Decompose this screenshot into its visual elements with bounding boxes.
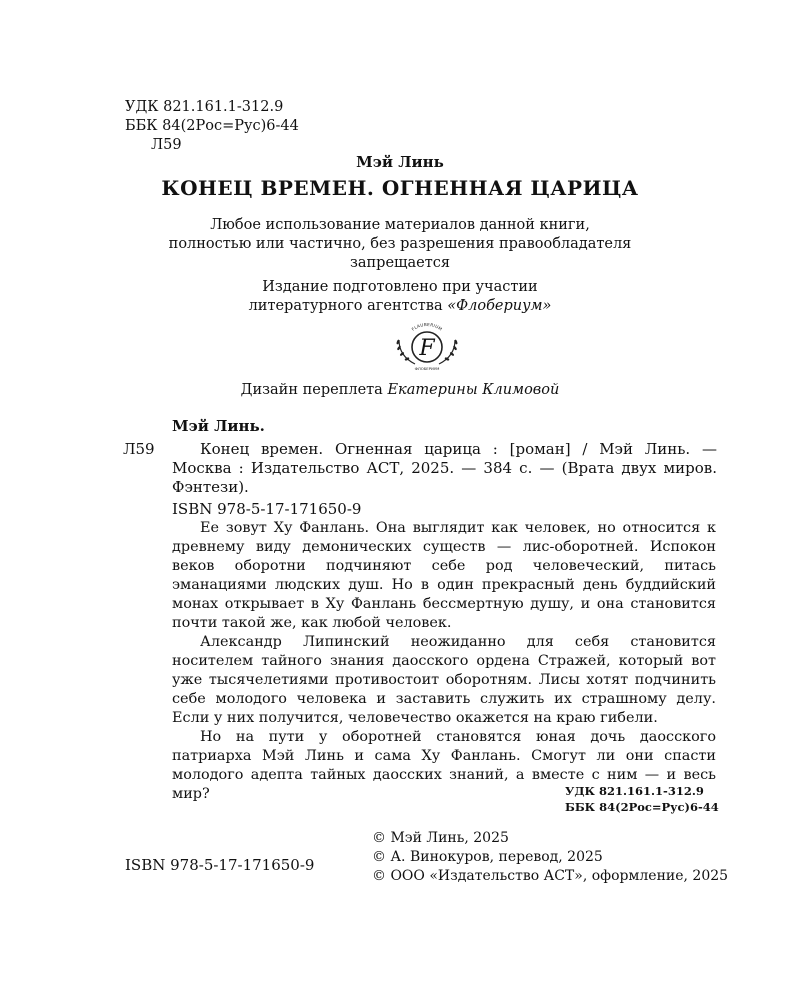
svg-text:FLAUBERIUM: [411, 322, 444, 332]
agency-name: «Флобериум»: [447, 298, 552, 314]
designer-name: Екатерины Климовой: [387, 382, 560, 398]
udk-code: УДК 821.161.1-312.9: [125, 99, 284, 115]
copyright-line: © А. Винокуров, перевод, 2025: [372, 849, 603, 865]
annotation-paragraph: Но на пути у оборотней становятся юная дочь даосского патриарха Мэй Линь и сама Ху Фанлань. Смогут ли они спасти молодого адепта тайных даосских знаний, а вместе с ним — и весь мир?: [172, 729, 716, 802]
classification-block: [125, 98, 299, 155]
catalog-text: Конец времен. Огненная царица : [роман] / Мэй Линь. — Москва : Издательство АСТ, 2025. — 384 с. — (Врата двух миров. Фэнтези).: [172, 440, 717, 496]
prepared-note: [0, 278, 800, 316]
copyright-notice: [0, 216, 800, 273]
footer-bbk: ББК 84(2Рос=Рус)6-44: [565, 800, 719, 814]
prepared-prefix: литературного агентства: [248, 298, 448, 314]
catalog-code: Л59: [123, 440, 155, 458]
annotation-paragraph: Ее зовут Ху Фанлань. Она выглядит как человек, но относится к древнему виду демонических существ — лис-оборотней. Испокон веков оборотни подчиняют себе род человеческий, питась эманациями людских душ. Но в один прекрасный день буддийский монах открывает в Ху Фанлань бессмертную душу, и она становится почти такой же, как любой человек.: [172, 520, 716, 631]
prepared-line-2: [0, 297, 800, 316]
footer-isbn: ISBN 978-5-17-171650-9: [125, 856, 315, 874]
copyright-line: © Мэй Линь, 2025: [372, 830, 509, 846]
annotation-paragraph: Александр Липинский неожиданно для себя становится носителем тайного знания даосского ордена Стражей, который вот уже тысячелетиями противостоит оборотням. Лисы хотят подчинить себе молодого человека и заставить служить их страшному делу. Если у них получится, человечество окажется на краю гибели.: [172, 634, 716, 726]
footer-classification: [565, 783, 719, 815]
annotation: [172, 519, 716, 804]
notice-line: Любое использование материалов данной книги,: [210, 217, 590, 233]
laurel-emblem-icon: [385, 320, 469, 372]
notice-line: запрещается: [349, 255, 451, 271]
book-title: КОНЕЦ ВРЕМЕН. ОГНЕННАЯ ЦАРИЦА: [161, 176, 639, 200]
catalog-author: Мэй Линь.: [172, 417, 265, 435]
logo-top-text: FLAUBERIUM: [410, 321, 444, 332]
copyright-line: © ООО «Издательство АСТ», оформление, 2025: [372, 868, 729, 884]
logo-bottom-text: ФЛОБЕРИУМ: [414, 366, 440, 371]
logo-letter: F: [419, 336, 435, 361]
prepared-line-1: Издание подготовлено при участии: [262, 279, 538, 295]
cover-design-credit: [0, 382, 800, 398]
design-prefix: Дизайн переплета: [240, 382, 388, 398]
catalog-isbn: ISBN 978-5-17-171650-9: [172, 500, 362, 518]
flauberium-logo: [385, 320, 469, 372]
catalog-description: [172, 440, 717, 497]
copyright-block: [372, 829, 728, 886]
author-name: Мэй Линь: [356, 153, 444, 171]
bbk-code: ББК 84(2Рос=Рус)6-44: [125, 118, 299, 134]
author-mark: Л59: [151, 137, 182, 153]
footer-udk: УДК 821.161.1-312.9: [565, 784, 704, 798]
notice-line: полностью или частично, без разрешения правообладателя: [168, 236, 632, 252]
